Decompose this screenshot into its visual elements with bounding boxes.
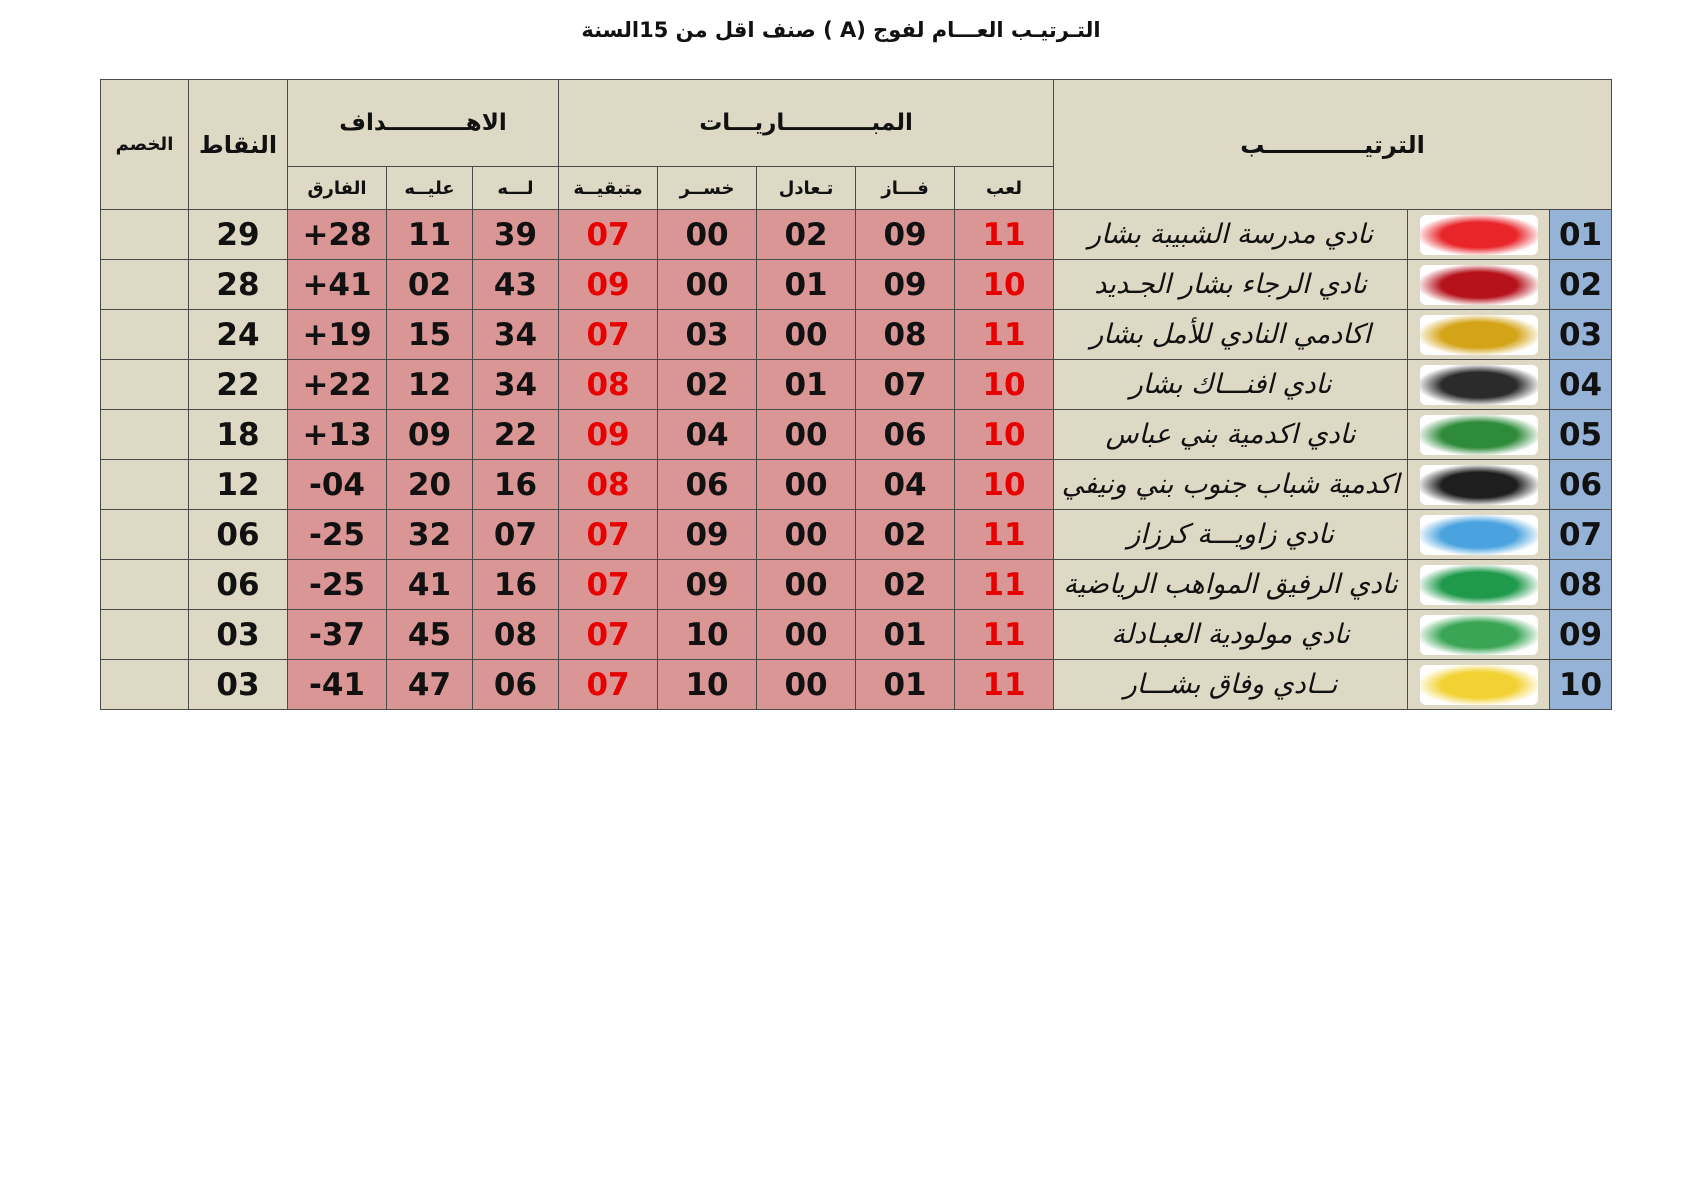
remaining-cell: 09 [559,410,658,460]
goals-against-cell: 32 [387,510,473,560]
lost-cell: 09 [658,510,757,560]
deduction-cell [101,660,189,710]
club-crest-icon [1420,515,1538,555]
club-name-cell: نادي مولودية العبـادلة [1054,610,1408,660]
goals-against-cell: 15 [387,310,473,360]
club-name-cell: نادي افنـــاك بشار [1054,360,1408,410]
lost-cell: 10 [658,660,757,710]
lost-cell: 02 [658,360,757,410]
remaining-cell: 07 [559,610,658,660]
club-crest-icon [1420,465,1538,505]
club-logo [1408,460,1550,510]
played-cell: 11 [955,560,1054,610]
remaining-cell: 07 [559,210,658,260]
deduction-header: الخصم [101,80,189,210]
goal-diff-cell: +13 [288,410,387,460]
club-crest-icon [1420,665,1538,705]
points-cell: 28 [189,260,288,310]
club-name-cell: نادي اكدمية بني عباس [1054,410,1408,460]
lost-cell: 03 [658,310,757,360]
remaining-cell: 07 [559,560,658,610]
goal-diff-cell: +28 [288,210,387,260]
drawn-cell: 00 [757,660,856,710]
table-row [101,610,1612,660]
rank-cell: 04 [1550,360,1612,410]
remaining-header: متبقيــة [559,167,658,210]
points-cell: 12 [189,460,288,510]
drawn-cell: 00 [757,610,856,660]
club-logo [1408,410,1550,460]
goal-diff-cell: +19 [288,310,387,360]
goal-diff-header: الفارق [288,167,387,210]
deduction-cell [101,410,189,460]
standings-table [100,79,1612,710]
goals-for-cell: 16 [473,460,559,510]
remaining-cell: 07 [559,660,658,710]
goals-for-cell: 06 [473,660,559,710]
won-cell: 09 [856,260,955,310]
goals-for-cell: 34 [473,360,559,410]
lost-cell: 00 [658,260,757,310]
goals-against-cell: 47 [387,660,473,710]
played-header: لعب [955,167,1054,210]
goals-for-cell: 08 [473,610,559,660]
goal-diff-cell: -25 [288,510,387,560]
won-cell: 01 [856,660,955,710]
remaining-cell: 07 [559,310,658,360]
page-title: التـرتيـب العـــام لفوج (A ) صنف اقل من 15السنة [581,18,1101,42]
club-crest-icon [1420,215,1538,255]
table-row [101,260,1612,310]
club-logo [1408,360,1550,410]
club-logo [1408,660,1550,710]
won-cell: 01 [856,610,955,660]
played-cell: 11 [955,610,1054,660]
goals-against-cell: 02 [387,260,473,310]
goal-diff-cell: -04 [288,460,387,510]
won-cell: 08 [856,310,955,360]
club-name-cell: اكادمي النادي للأمل بشار [1054,310,1408,360]
rank-cell: 07 [1550,510,1612,560]
goals-for-cell: 22 [473,410,559,460]
points-cell: 29 [189,210,288,260]
drawn-cell: 01 [757,360,856,410]
won-header: فـــاز [856,167,955,210]
rank-cell: 09 [1550,610,1612,660]
goals-for-cell: 43 [473,260,559,310]
deduction-cell [101,460,189,510]
points-cell: 03 [189,610,288,660]
lost-cell: 10 [658,610,757,660]
goal-diff-cell: -25 [288,560,387,610]
won-cell: 04 [856,460,955,510]
goals-against-cell: 12 [387,360,473,410]
points-cell: 18 [189,410,288,460]
deduction-cell [101,210,189,260]
rank-cell: 05 [1550,410,1612,460]
remaining-cell: 07 [559,510,658,560]
club-crest-icon [1420,365,1538,405]
club-logo [1408,210,1550,260]
won-cell: 09 [856,210,955,260]
drawn-cell: 01 [757,260,856,310]
won-cell: 02 [856,510,955,560]
club-crest-icon [1420,315,1538,355]
ranking-header: الترتيــــــــــــب [1054,80,1612,210]
club-logo [1408,510,1550,560]
club-name-cell: اكدمية شباب جنوب بني ونيفي [1054,460,1408,510]
standings-body [101,210,1612,710]
goals-header: الاهــــــــــداف [288,80,559,167]
lost-cell: 06 [658,460,757,510]
table-row [101,310,1612,360]
goals-for-cell: 34 [473,310,559,360]
drawn-cell: 00 [757,560,856,610]
table-row [101,460,1612,510]
points-header: النقاط [189,80,288,210]
club-name-cell: نادي مدرسة الشبيبة بشار [1054,210,1408,260]
goals-for-cell: 39 [473,210,559,260]
points-cell: 06 [189,510,288,560]
deduction-cell [101,560,189,610]
club-name-cell: نادي زاويـــة كرزاز [1054,510,1408,560]
remaining-cell: 09 [559,260,658,310]
rank-cell: 02 [1550,260,1612,310]
goals-for-cell: 16 [473,560,559,610]
club-logo [1408,560,1550,610]
won-cell: 07 [856,360,955,410]
goal-diff-cell: +22 [288,360,387,410]
points-cell: 24 [189,310,288,360]
club-name-cell: نادي الرفيق المواهب الرياضية [1054,560,1408,610]
rank-cell: 01 [1550,210,1612,260]
points-cell: 22 [189,360,288,410]
table-row [101,660,1612,710]
club-logo [1408,260,1550,310]
remaining-cell: 08 [559,360,658,410]
club-logo [1408,610,1550,660]
rank-cell: 03 [1550,310,1612,360]
deduction-cell [101,510,189,560]
lost-header: خســر [658,167,757,210]
points-cell: 06 [189,560,288,610]
goals-against-cell: 09 [387,410,473,460]
club-name-cell: نــادي وفاق بشـــار [1054,660,1408,710]
club-crest-icon [1420,415,1538,455]
matches-header: المبـــــــــــاريـــات [559,80,1054,167]
rank-cell: 10 [1550,660,1612,710]
drawn-cell: 00 [757,310,856,360]
lost-cell: 04 [658,410,757,460]
played-cell: 10 [955,260,1054,310]
goal-diff-cell: +41 [288,260,387,310]
goals-for-cell: 07 [473,510,559,560]
lost-cell: 00 [658,210,757,260]
table-row [101,560,1612,610]
lost-cell: 09 [658,560,757,610]
table-row [101,210,1612,260]
goals-against-cell: 45 [387,610,473,660]
table-row [101,410,1612,460]
played-cell: 11 [955,660,1054,710]
remaining-cell: 08 [559,460,658,510]
deduction-cell [101,260,189,310]
points-cell: 03 [189,660,288,710]
rank-cell: 08 [1550,560,1612,610]
drawn-cell: 00 [757,510,856,560]
table-row [101,360,1612,410]
won-cell: 02 [856,560,955,610]
table-row [101,510,1612,560]
deduction-cell [101,610,189,660]
goals-for-header: لـــه [473,167,559,210]
club-crest-icon [1420,565,1538,605]
goal-diff-cell: -41 [288,660,387,710]
goals-against-header: عليــه [387,167,473,210]
deduction-cell [101,310,189,360]
played-cell: 10 [955,360,1054,410]
goal-diff-cell: -37 [288,610,387,660]
played-cell: 10 [955,460,1054,510]
played-cell: 11 [955,310,1054,360]
goals-against-cell: 20 [387,460,473,510]
deduction-cell [101,360,189,410]
drawn-cell: 02 [757,210,856,260]
drawn-cell: 00 [757,410,856,460]
goals-against-cell: 41 [387,560,473,610]
played-cell: 11 [955,210,1054,260]
played-cell: 11 [955,510,1054,560]
club-crest-icon [1420,615,1538,655]
goals-against-cell: 11 [387,210,473,260]
club-name-cell: نادي الرجاء بشار الجـديد [1054,260,1408,310]
club-crest-icon [1420,265,1538,305]
club-logo [1408,310,1550,360]
won-cell: 06 [856,410,955,460]
rank-cell: 06 [1550,460,1612,510]
played-cell: 10 [955,410,1054,460]
drawn-cell: 00 [757,460,856,510]
drawn-header: تـعادل [757,167,856,210]
